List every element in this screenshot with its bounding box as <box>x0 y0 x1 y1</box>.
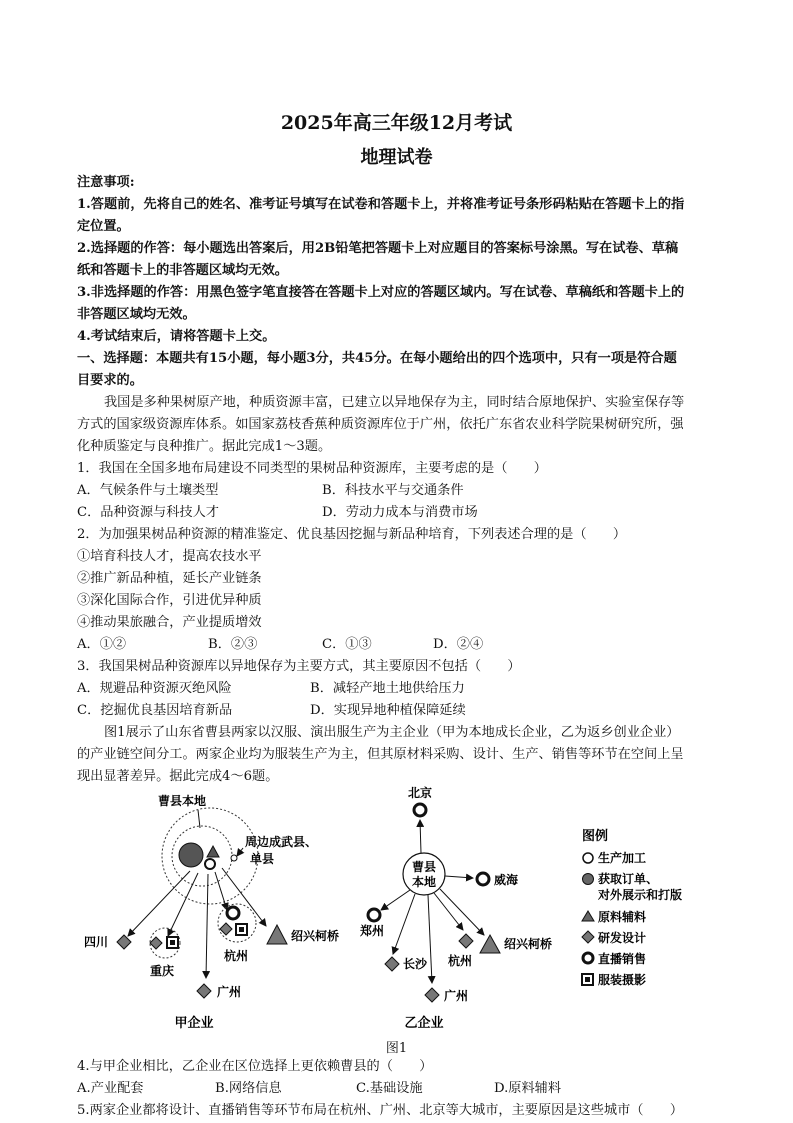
legend-production-label: 生产加工 <box>598 851 647 865</box>
legend-materials-symbol <box>582 911 594 921</box>
question-4-option-d: D.原料辅料 <box>494 1081 562 1096</box>
question-3-option-c: C．挖掘优良基因培育新品 <box>77 703 233 718</box>
left-hangzhou-design-node <box>220 923 232 935</box>
left-label-chongqing: 重庆 <box>150 964 175 978</box>
question-1-stem: 1．我国在全国多地布局建设不同类型的果树品种资源库，主要考虑的是（ ） <box>77 461 547 476</box>
exam-subtitle: 地理试卷 <box>360 147 433 168</box>
left-label-neighbor-line1: 周边成武县、 <box>245 835 318 849</box>
right-label-caoxian-line1: 曹县 <box>411 860 437 874</box>
question-2-statement-1: ①培育科技人才，提高农技水平 <box>77 549 262 564</box>
passage2-line3: 现出显著差异。据此完成4～6题。 <box>77 769 279 784</box>
figure-1-diagram <box>70 778 690 1040</box>
legend-orders-symbol <box>583 874 594 885</box>
legend-photo-label: 服装摄影 <box>598 973 647 987</box>
question-2-option-b: B．②③ <box>208 637 258 652</box>
right-shaoxing-materials-node <box>480 935 500 953</box>
legend-title: 图例 <box>582 829 609 844</box>
right-changsha-design-node <box>385 957 399 971</box>
left-caption: 甲企业 <box>174 1016 214 1031</box>
notice-item-2-cont: 纸和答题卡上的非答题区域均无效。 <box>77 263 288 278</box>
question-4-stem: 4.与甲企业相比，乙企业在区位选择上更依赖曹县的（ ） <box>77 1059 433 1074</box>
legend-design-label: 研发设计 <box>598 931 647 945</box>
notice-item-3-cont: 非答题区域均无效。 <box>77 307 196 322</box>
question-2-statement-2: ②推广新品种植，延长产业链条 <box>77 571 262 586</box>
left-guangzhou-design-node <box>197 984 211 998</box>
left-shaoxing-materials-node <box>267 925 287 944</box>
question-2-option-a: A．①② <box>77 637 127 652</box>
question-4-option-c: C.基础设施 <box>356 1081 423 1096</box>
left-caoxian-materials-node <box>207 846 219 857</box>
passage1-line1: 我国是多种果树原产地，种质资源丰富，已建立以异地保存为主，同时结合原地保护、实验室保存等 <box>104 395 685 410</box>
question-3-option-d: D．实现异地种植保障延续 <box>310 703 466 718</box>
right-beijing-live-node <box>414 804 426 816</box>
left-chongqing-design-node <box>150 937 162 949</box>
notice-item-3: 3.非选择题的作答：用黑色签字笔直接答在答题卡上对应的答题区域内。写在试卷、草稿纸和答题卡上的 <box>77 285 685 300</box>
left-label-guangzhou: 广州 <box>217 985 242 999</box>
right-label-caoxian-line2: 本地 <box>411 875 437 889</box>
left-caoxian-production-node <box>205 859 215 869</box>
left-hangzhou-live-node <box>227 907 239 919</box>
right-label-weihai: 威海 <box>494 873 519 887</box>
legend-live-label: 直播销售 <box>598 952 647 966</box>
question-3-option-a: A．规避品种资源灭绝风险 <box>77 681 232 696</box>
question-1-option-a: A．气候条件与土壤类型 <box>77 483 219 498</box>
right-label-changsha: 长沙 <box>403 957 428 971</box>
legend-orders-label-line1: 获取订单、 <box>598 872 659 886</box>
exam-title: 2025年高三年级12月考试 <box>280 112 513 134</box>
notice-item-1: 1.答题前，先将自己的姓名、准考证号填写在试卷和答题卡上，并将准考证号条形码粘贴在答题卡上的指 <box>77 197 685 212</box>
notice-item-4: 4.考试结束后，请将答题卡上交。 <box>77 329 276 344</box>
left-neighbor-production-node <box>231 855 237 861</box>
question-2-stem: 2．为加强果树品种资源的精准鉴定、优良基因挖掘与新品种培育，下列表述合理的是（ ） <box>77 527 627 542</box>
left-label-hangzhou: 杭州 <box>224 949 249 963</box>
question-5-stem: 5.两家企业都将设计、直播销售等环节布局在杭州、广州、北京等大城市，主要原因是这些城市（ ） <box>77 1103 684 1118</box>
right-guangzhou-design-node <box>425 988 439 1002</box>
notice-heading: 注意事项: <box>77 175 135 190</box>
notice-item-1-cont: 定位置。 <box>77 219 130 234</box>
question-3-option-b: B．减轻产地土地供给压力 <box>310 681 465 696</box>
right-label-shaoxing: 绍兴柯桥 <box>504 937 553 951</box>
section-heading: 一、选择题：本题共有15小题，每小题3分，共45分。在每小题给出的四个选项中，只有一项是符合题 <box>77 351 677 366</box>
right-weihai-live-node <box>477 873 489 885</box>
figure-caption: 图1 <box>385 1041 408 1056</box>
left-label-caoxian: 曹县本地 <box>157 794 207 808</box>
left-caoxian-orders-node <box>179 843 203 867</box>
legend-live-symbol <box>583 953 593 963</box>
passage1-line2: 方式的国家级资源库体系。如国家荔枝香蕉种质资源库位于广州，依托广东省农业科学院果树研究所，强 <box>77 417 684 432</box>
legend-materials-label: 原料辅料 <box>598 910 647 924</box>
right-label-hangzhou: 杭州 <box>448 954 473 968</box>
left-label-sichuan: 四川 <box>84 935 109 949</box>
right-caption: 乙企业 <box>404 1016 444 1031</box>
right-label-beijing: 北京 <box>407 786 433 800</box>
question-2-option-d: D．②④ <box>433 637 484 652</box>
question-1-option-b: B．科技水平与交通条件 <box>322 483 464 498</box>
left-sichuan-design-node <box>117 935 131 949</box>
question-1-option-c: C．品种资源与科技人才 <box>77 505 219 520</box>
question-2-statement-3: ③深化国际合作，引进优异种质 <box>77 593 262 608</box>
question-1-option-d: D．劳动力成本与消费市场 <box>322 505 478 520</box>
right-label-zhengzhou: 郑州 <box>360 924 385 938</box>
legend-design-symbol <box>582 931 594 943</box>
question-3-stem: 3．我国果树品种资源库以异地保存为主要方式，其主要原因不包括（ ） <box>77 659 521 674</box>
question-2-option-c: C．①③ <box>322 637 372 652</box>
legend-production-symbol <box>583 853 593 863</box>
section-heading-cont: 目要求的。 <box>77 373 143 388</box>
passage1-line3: 化种质鉴定与良种推广。据此完成1～3题。 <box>77 439 332 454</box>
passage2-line2: 的产业链空间分工。两家企业均为服装生产为主，但其原材料采购、设计、生产、销售等环节在空间上呈 <box>77 747 684 762</box>
right-zhengzhou-live-node <box>368 909 380 921</box>
question-4-option-a: A.产业配套 <box>77 1081 144 1096</box>
right-hangzhou-design-node <box>459 934 473 948</box>
left-label-shaoxing: 绍兴柯桥 <box>291 929 340 943</box>
notice-item-2: 2.选择题的作答：每小题选出答案后，用2B铅笔把答题卡上对应题目的答案标号涂黑。写在试卷、草稿 <box>77 241 679 256</box>
question-2-statement-4: ④推动果旅融合，产业提质增效 <box>77 615 262 630</box>
right-label-guangzhou: 广州 <box>444 989 469 1003</box>
left-label-neighbor-line2: 单县 <box>250 852 275 866</box>
legend-orders-label-line2: 对外展示和打版 <box>598 888 683 902</box>
question-4-option-b: B.网络信息 <box>215 1081 282 1096</box>
passage2-line1: 图1展示了山东省曹县两家以汉服、演出服生产为主企业（甲为本地成长企业，乙为返乡创业企业） <box>104 725 680 740</box>
